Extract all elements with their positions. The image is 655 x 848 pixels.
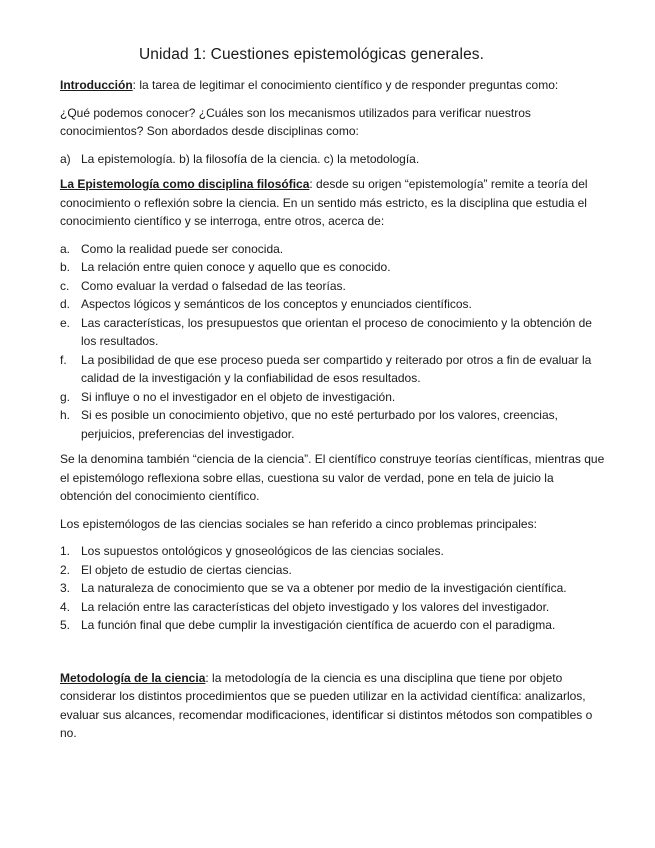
- list-item: [60, 598, 605, 617]
- list-marker: a.: [60, 241, 71, 256]
- list-marker: h.: [60, 408, 71, 422]
- questions-paragraph: ¿Qué podemos conocer? ¿Cuáles son los mecanismos utilizados para verificar nuestros conocimientos? Son abordados desde disciplinas como:: [60, 105, 531, 138]
- list-marker: e.: [60, 315, 71, 330]
- list-item-text: Los supuestos ontológicos y gnoseológicos de las ciencias sociales.: [81, 544, 444, 558]
- list-marker: 5.: [60, 618, 71, 632]
- intro-text: : la tarea de legitimar el conocimiento científico y de responder preguntas como:: [132, 78, 559, 92]
- list-item-text: La relación entre las características del objeto investigado y los valores del investigador.: [81, 599, 550, 614]
- list-marker: 4.: [60, 599, 71, 614]
- list-item-text: El objeto de estudio de ciertas ciencias.: [81, 562, 292, 577]
- list-item: [60, 561, 605, 580]
- list-item: [60, 351, 605, 388]
- list-item: [60, 542, 605, 561]
- methodology-text: : la metodología de la ciencia es una disciplina que tiene por objeto considerar los distintos procedimientos que se pueden utilizar en la actividad científica: analizarlos, evaluar sus alcances, recomendar modificaciones, identificar si distintos métodos son compatibles o no.: [60, 670, 593, 740]
- list-item-text: La naturaleza de conocimiento que se va a obtener por medio de la investigación científica.: [81, 581, 567, 595]
- list-item-text: La función final que debe cumplir la investigación científica de acuerdo con el paradigma.: [81, 618, 556, 632]
- document-body: [60, 76, 605, 752]
- epistemology-label: La Epistemología como disciplina filosófica: [60, 177, 310, 191]
- problems-intro: Los epistemólogos de las ciencias sociales se han referido a cinco problemas principales:: [60, 516, 537, 531]
- list-item: [60, 277, 605, 296]
- list-marker: b.: [60, 260, 71, 274]
- epistemology-paragraph: [60, 175, 605, 231]
- list-item-text: Como evaluar la verdad o falsedad de las teorías.: [81, 278, 346, 293]
- list-marker: d.: [60, 297, 71, 311]
- list-item-text: La relación entre quien conoce y aquello que es conocido.: [81, 260, 391, 274]
- list-item: [60, 150, 605, 169]
- list-item: [60, 616, 605, 635]
- list-item: [60, 240, 605, 259]
- list-item: [60, 314, 605, 351]
- list-item-text: Aspectos lógicos y semánticos de los conceptos y enunciados científicos.: [81, 297, 472, 311]
- list-marker: f.: [60, 352, 67, 367]
- epistemology-text: : desde su origen “epistemología” remite a teoría del conocimiento o reflexión sobre la ciencia. En un sentido más estricto, es la disciplina que estudia el conocimiento científico y se interroga, entre otros, acerca de:: [60, 177, 588, 228]
- list-item-text: Las características, los presupuestos que orientan el proceso de conocimiento y la obtención de los resultados.: [81, 315, 592, 348]
- list-item: [60, 579, 605, 598]
- list-marker: 3.: [60, 581, 71, 595]
- intro-paragraph: [60, 76, 605, 95]
- science-paragraph: Se la denomina también “ciencia de la ciencia”. El científico construye teorías científicas, mientras que el epistemólogo reflexiona sobre ellas, cuestiona su valor de verdad, pone en tela de juicio la obtención del conocimiento científico.: [60, 452, 605, 503]
- list-item-text: La posibilidad de que ese proceso pueda ser compartido y reiterado por otros a fin de evaluar la calidad de la investigación y la confiabilidad de esos resultados.: [81, 352, 592, 385]
- list-item-text: La epistemología. b) la filosofía de la ciencia. c) la metodología.: [81, 151, 420, 166]
- list-marker: a): [60, 151, 71, 166]
- list-item: [60, 388, 605, 407]
- problems-list: [60, 542, 605, 635]
- list-item: [60, 295, 605, 314]
- disciplines-list: [60, 150, 605, 169]
- list-item-text: Si influye o no el investigador en el objeto de investigación.: [81, 389, 396, 404]
- list-marker: 1.: [60, 544, 71, 558]
- list-marker: 2.: [60, 562, 71, 577]
- section-spacer: [60, 642, 605, 669]
- list-item-text: Si es posible un conocimiento objetivo, que no esté perturbado por los valores, creencias, perjuicios, preferencias del investigador.: [81, 408, 558, 441]
- list-marker: g.: [60, 389, 71, 404]
- list-item-text: Como la realidad puede ser conocida.: [81, 241, 284, 256]
- list-item: [60, 258, 605, 277]
- methodology-label: Metodología de la ciencia: [60, 670, 206, 685]
- list-item: [60, 406, 605, 443]
- epistemology-items-list: [60, 240, 605, 444]
- page-title: Unidad 1: Cuestiones epistemológicas generales.: [139, 46, 485, 63]
- methodology-paragraph: [60, 669, 605, 743]
- intro-label: Introducción: [60, 78, 133, 92]
- list-marker: c.: [60, 278, 70, 293]
